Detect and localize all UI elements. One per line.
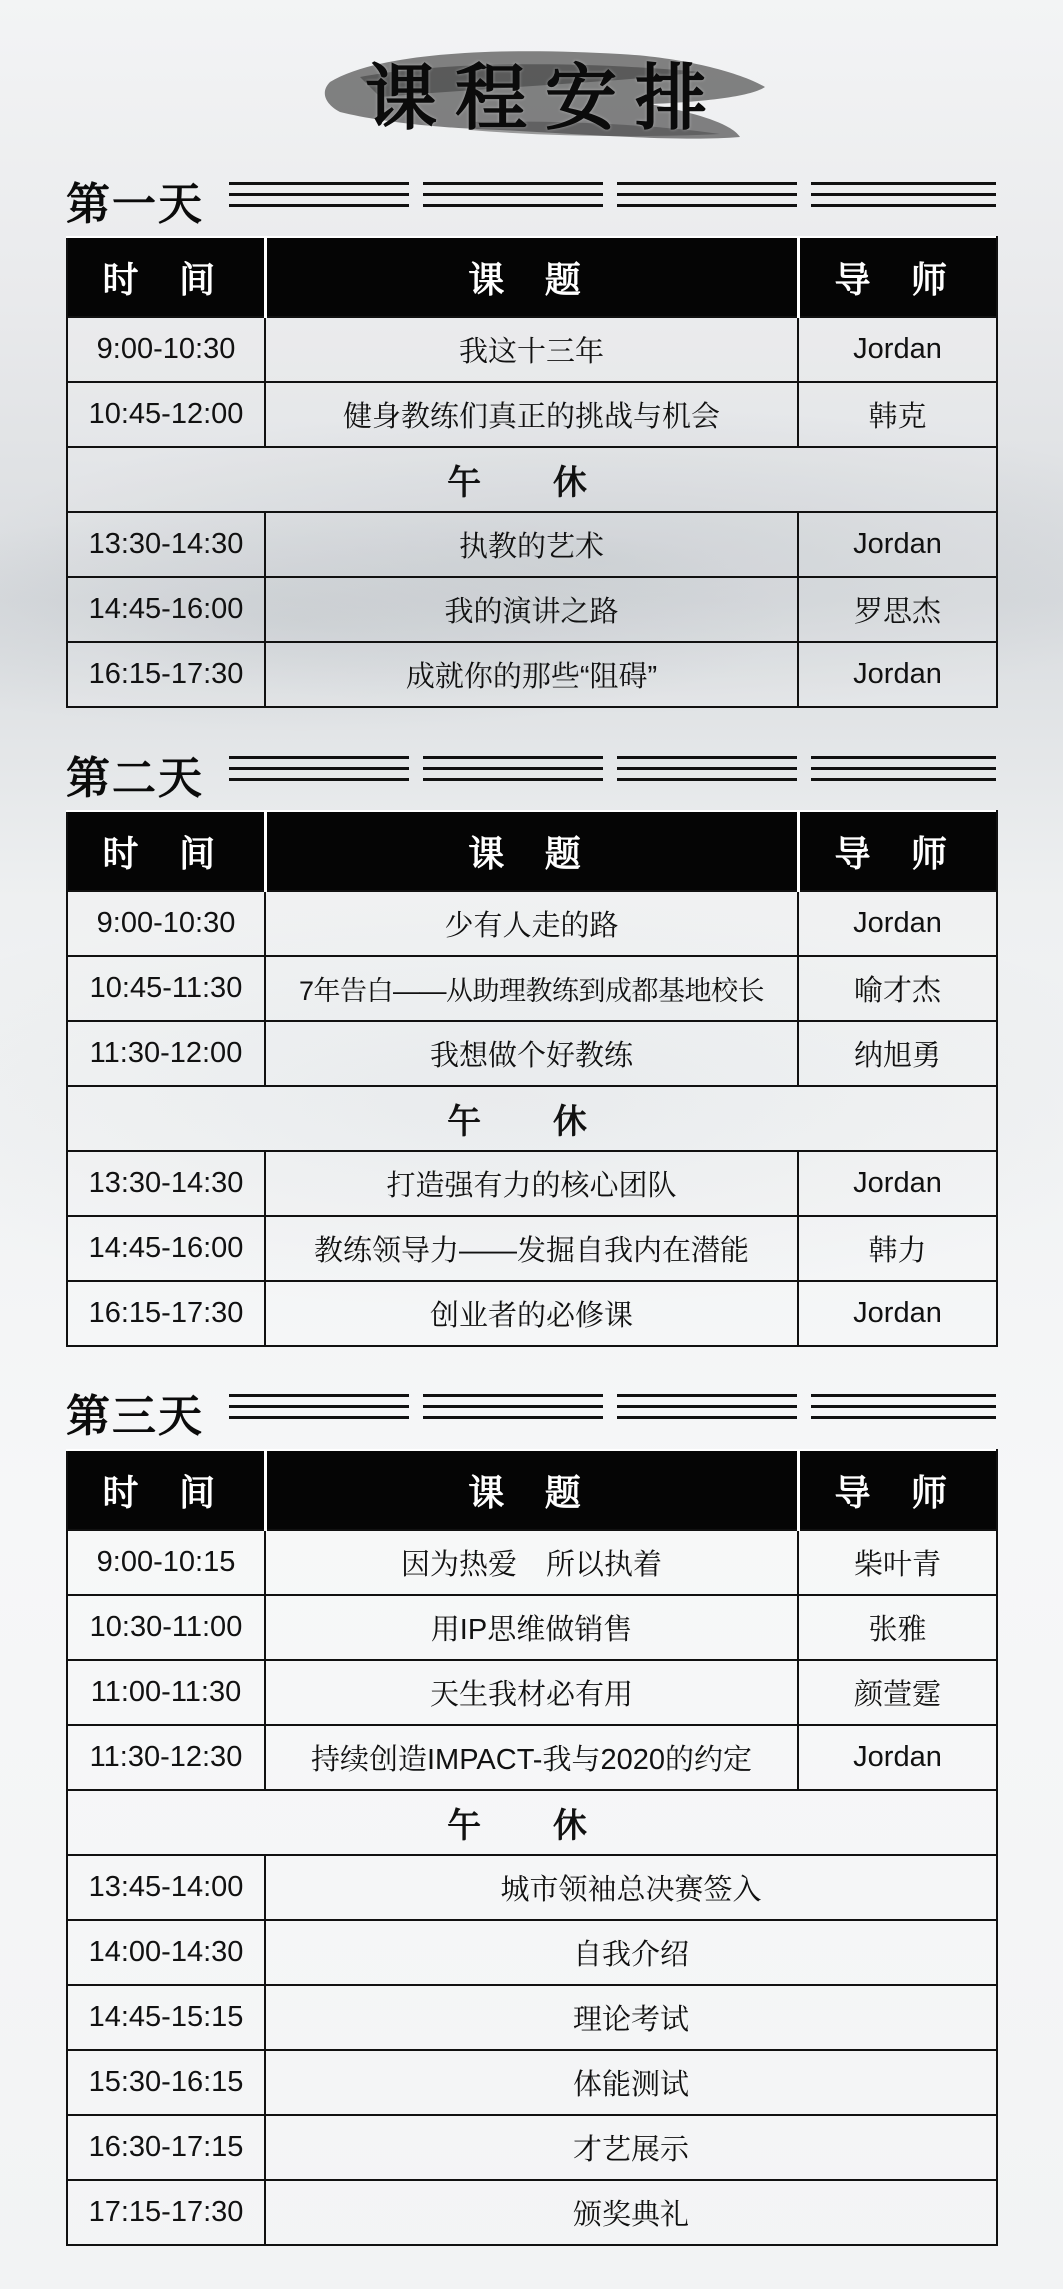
day-title: 第一天 [66, 179, 204, 230]
table-row [67, 317, 997, 382]
table-row [67, 1660, 997, 1725]
decorative-rule [617, 1394, 797, 1422]
decorative-rule [423, 756, 603, 784]
cell-mentor: Jordan [798, 1151, 997, 1216]
cell-mentor: Jordan [798, 891, 997, 956]
cell-topic: 创业者的必修课 [265, 1281, 798, 1346]
decorative-rule [617, 182, 797, 210]
cell-time: 14:45-16:00 [67, 1216, 265, 1281]
table-row [67, 891, 997, 956]
cell-time: 11:30-12:00 [67, 1021, 265, 1086]
cell-topic: 用IP思维做销售 [265, 1595, 798, 1660]
header-mentor: 导 师 [798, 237, 997, 317]
cell-time: 10:45-12:00 [67, 382, 265, 447]
cell-mentor: 韩克 [798, 382, 997, 447]
table-row [67, 1920, 997, 1985]
lunch-row [67, 1086, 997, 1151]
lunch-break-label: 午 休 [67, 1790, 997, 1855]
cell-mentor: 张雅 [798, 1595, 997, 1660]
cell-topic: 7年告白——从助理教练到成都基地校长 [265, 956, 798, 1021]
decorative-rule [423, 1394, 603, 1422]
lunch-break-label: 午 休 [67, 1086, 997, 1151]
cell-mentor: Jordan [798, 1281, 997, 1346]
header-time: 时 间 [67, 811, 265, 891]
cell-time: 16:15-17:30 [67, 1281, 265, 1346]
cell-time: 13:30-14:30 [67, 512, 265, 577]
table-row [67, 382, 997, 447]
table-header-row [67, 237, 997, 317]
header-topic: 课 题 [265, 1450, 798, 1530]
table-row [67, 1216, 997, 1281]
table-row [67, 1530, 997, 1595]
cell-topic: 因为热爱 所以执着 [265, 1530, 798, 1595]
decorative-rule [423, 182, 603, 210]
cell-time: 9:00-10:30 [67, 317, 265, 382]
cell-time: 14:45-15:15 [67, 1985, 265, 2050]
schedule-table-day-2 [66, 810, 998, 1347]
table-row [67, 2115, 997, 2180]
cell-time: 16:30-17:15 [67, 2115, 265, 2180]
cell-mentor: 韩力 [798, 1216, 997, 1281]
schedule-table-day-1 [66, 236, 998, 708]
cell-topic: 我想做个好教练 [265, 1021, 798, 1086]
decorative-rule [811, 756, 996, 784]
cell-time: 16:15-17:30 [67, 642, 265, 707]
cell-time: 9:00-10:15 [67, 1530, 265, 1595]
cell-time: 10:45-11:30 [67, 956, 265, 1021]
header-topic: 课 题 [265, 811, 798, 891]
table-row [67, 1151, 997, 1216]
table-row [67, 577, 997, 642]
table-row [67, 956, 997, 1021]
table-row [67, 642, 997, 707]
decorative-rule [229, 1394, 409, 1422]
cell-topic: 我这十三年 [265, 317, 798, 382]
title-banner [320, 22, 770, 162]
table-row [67, 1021, 997, 1086]
table-row [67, 1281, 997, 1346]
table-row [67, 1855, 997, 1920]
lunch-break-label: 午 休 [67, 447, 997, 512]
cell-mentor: 罗思杰 [798, 577, 997, 642]
cell-mentor: Jordan [798, 1725, 997, 1790]
cell-time: 15:30-16:15 [67, 2050, 265, 2115]
decorative-rule [229, 182, 409, 210]
cell-mentor: Jordan [798, 512, 997, 577]
cell-time: 11:30-12:30 [67, 1725, 265, 1790]
cell-time: 13:30-14:30 [67, 1151, 265, 1216]
cell-topic: 少有人走的路 [265, 891, 798, 956]
day-header-3 [66, 1380, 996, 1440]
header-time: 时 间 [67, 237, 265, 317]
cell-mentor: 纳旭勇 [798, 1021, 997, 1086]
cell-mentor: 柴叶青 [798, 1530, 997, 1595]
page-title: 课程安排 [364, 55, 725, 140]
table-row [67, 2050, 997, 2115]
cell-topic: 打造强有力的核心团队 [265, 1151, 798, 1216]
cell-time: 14:00-14:30 [67, 1920, 265, 1985]
cell-topic: 理论考试 [265, 1985, 997, 2050]
cell-topic: 天生我材必有用 [265, 1660, 798, 1725]
cell-topic: 健身教练们真正的挑战与机会 [265, 382, 798, 447]
header-mentor: 导 师 [798, 811, 997, 891]
day-title: 第二天 [66, 753, 204, 804]
table-row [67, 2180, 997, 2245]
table-row [67, 1985, 997, 2050]
day-header-2 [66, 742, 996, 802]
cell-time: 10:30-11:00 [67, 1595, 265, 1660]
cell-topic: 教练领导力——发掘自我内在潜能 [265, 1216, 798, 1281]
cell-topic: 自我介绍 [265, 1920, 997, 1985]
cell-topic: 成就你的那些“阻碍” [265, 642, 798, 707]
table-row [67, 512, 997, 577]
cell-mentor: Jordan [798, 642, 997, 707]
table-row [67, 1595, 997, 1660]
cell-mentor: 喻才杰 [798, 956, 997, 1021]
cell-time: 13:45-14:00 [67, 1855, 265, 1920]
table-header-row [67, 1450, 997, 1530]
day-title: 第三天 [66, 1391, 204, 1442]
cell-topic: 才艺展示 [265, 2115, 997, 2180]
header-time: 时 间 [67, 1450, 265, 1530]
cell-time: 9:00-10:30 [67, 891, 265, 956]
decorative-rule [811, 1394, 996, 1422]
cell-topic: 城市领袖总决赛签入 [265, 1855, 997, 1920]
lunch-row [67, 447, 997, 512]
cell-topic: 执教的艺术 [265, 512, 798, 577]
lunch-row [67, 1790, 997, 1855]
cell-mentor: 颜萱霆 [798, 1660, 997, 1725]
cell-mentor: Jordan [798, 317, 997, 382]
header-mentor: 导 师 [798, 1450, 997, 1530]
decorative-rule [229, 756, 409, 784]
schedule-table-day-3 [66, 1449, 998, 2246]
table-header-row [67, 811, 997, 891]
decorative-rule [617, 756, 797, 784]
table-row [67, 1725, 997, 1790]
cell-topic: 我的演讲之路 [265, 577, 798, 642]
cell-topic: 颁奖典礼 [265, 2180, 997, 2245]
cell-topic: 持续创造IMPACT-我与2020的约定 [265, 1725, 798, 1790]
decorative-rule [811, 182, 996, 210]
cell-time: 11:00-11:30 [67, 1660, 265, 1725]
header-topic: 课 题 [265, 237, 798, 317]
cell-time: 17:15-17:30 [67, 2180, 265, 2245]
day-header-1 [66, 168, 996, 228]
cell-topic: 体能测试 [265, 2050, 997, 2115]
cell-time: 14:45-16:00 [67, 577, 265, 642]
